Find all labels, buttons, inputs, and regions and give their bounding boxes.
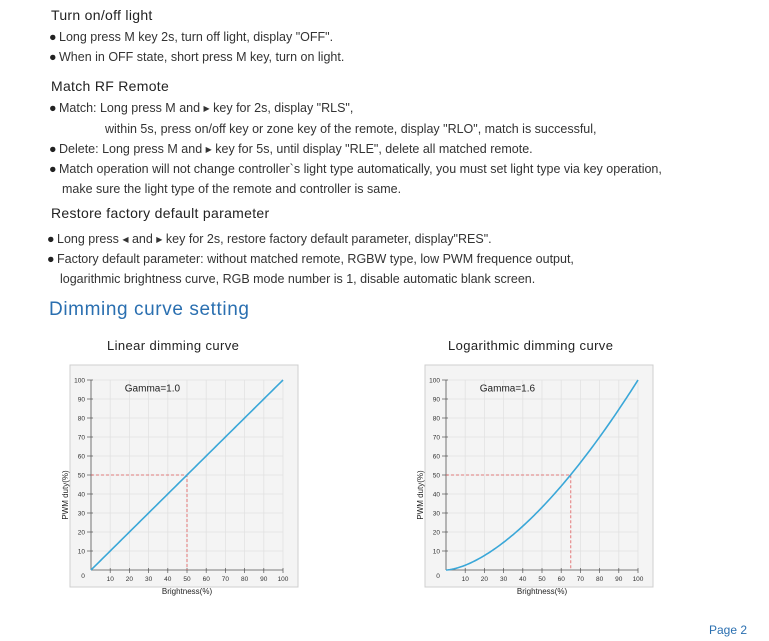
list-item: ● When in OFF state, short press M key, turn on light.	[49, 50, 345, 64]
x-tick-label: 10	[461, 576, 469, 583]
x-axis-label: Brightness(%)	[161, 587, 213, 596]
y-tick-label: 20	[432, 529, 440, 537]
section-title-dimming: Dimming curve setting	[49, 299, 250, 320]
bullet-icon: ●	[49, 101, 57, 115]
list-item-continuation: within 5s, press on/off key or zone key of the remote, display "RLO", match is successful,	[105, 122, 597, 136]
page-number: Page 2	[709, 623, 748, 637]
y-tick-label: 70	[432, 434, 440, 442]
list-item: ● Match: Long press M and ▶ key for 2s, display "RLS",	[49, 101, 354, 115]
list-item-continuation: logarithmic brightness curve, RGB mode number is 1, disable automatic blank screen.	[60, 272, 536, 286]
y-tick-label: 30	[432, 510, 440, 518]
right-triangle-icon: ▶	[156, 235, 163, 244]
list-item: ● Long press ◀ and ▶ key for 2s, restore factory default parameter, display"RES".	[47, 232, 492, 246]
x-tick-label: 40	[164, 576, 172, 583]
origin-label: 0	[436, 573, 440, 580]
x-tick-label: 50	[538, 576, 546, 583]
y-tick-label: 100	[429, 377, 440, 385]
x-tick-label: 30	[144, 576, 153, 583]
logarithmic-dimming-chart	[415, 360, 665, 605]
bullet-icon: ●	[49, 50, 57, 64]
list-item-continuation: make sure the light type of the remote and controller is same.	[62, 182, 402, 196]
y-tick-label: 20	[77, 529, 85, 537]
right-triangle-icon: ▶	[203, 104, 210, 113]
y-tick-label: 50	[77, 472, 85, 480]
gamma-annotation: Gamma=1.0	[124, 383, 181, 395]
x-tick-label: 80	[240, 576, 249, 583]
x-tick-label: 70	[576, 576, 585, 583]
y-tick-label: 10	[432, 548, 440, 556]
x-tick-label: 40	[519, 576, 527, 583]
bullet-icon: ●	[49, 30, 57, 44]
y-tick-label: 90	[77, 396, 85, 404]
x-tick-label: 90	[615, 576, 623, 583]
list-item: ● Match operation will not change controller`s light type automatically, you must set light type via key operation,	[49, 162, 662, 176]
x-tick-label: 20	[480, 576, 489, 583]
heading-match-rf-remote: Match RF Remote	[51, 78, 170, 94]
x-tick-label: 10	[106, 576, 114, 583]
bullet-icon: ●	[47, 232, 55, 246]
bullet-icon: ●	[49, 142, 57, 156]
heading-turn-on-off: Turn on/off light	[51, 7, 153, 23]
chart-title-logarithmic: Logarithmic dimming curve	[448, 338, 614, 353]
y-tick-label: 40	[432, 491, 440, 499]
y-tick-label: 100	[74, 377, 85, 385]
x-tick-label: 70	[221, 576, 230, 583]
linear-dimming-chart	[60, 360, 310, 605]
x-tick-label: 30	[499, 576, 508, 583]
x-tick-label: 60	[202, 576, 210, 583]
list-item: ● Factory default parameter: without matched remote, RGBW type, low PWM frequence output,	[47, 252, 574, 266]
y-tick-label: 90	[432, 396, 440, 404]
y-axis-label: PWM duty(%)	[416, 470, 425, 520]
y-tick-label: 60	[77, 453, 85, 461]
bullet-icon: ●	[49, 162, 57, 176]
y-tick-label: 30	[77, 510, 85, 518]
x-tick-label: 90	[260, 576, 268, 583]
y-tick-label: 80	[432, 415, 440, 423]
x-axis-label: Brightness(%)	[516, 587, 568, 596]
y-tick-label: 10	[77, 548, 85, 556]
x-tick-label: 100	[277, 576, 289, 583]
x-tick-label: 50	[183, 576, 191, 583]
y-tick-label: 40	[77, 491, 85, 499]
gamma-annotation: Gamma=1.6	[479, 383, 536, 395]
y-tick-label: 70	[77, 434, 85, 442]
bullet-icon: ●	[47, 252, 55, 266]
heading-restore-factory: Restore factory default parameter	[51, 205, 270, 221]
chart-title-linear: Linear dimming curve	[107, 338, 240, 353]
y-tick-label: 80	[77, 415, 85, 423]
x-tick-label: 60	[557, 576, 565, 583]
x-tick-label: 20	[125, 576, 134, 583]
right-triangle-icon: ▶	[205, 145, 212, 154]
x-tick-label: 80	[595, 576, 604, 583]
list-item: ● Long press M key 2s, turn off light, display "OFF".	[49, 30, 334, 44]
x-tick-label: 100	[632, 576, 644, 583]
list-item: ● Delete: Long press M and ▶ key for 5s, until display "RLE", delete all matched remote.	[49, 142, 533, 156]
y-tick-label: 50	[432, 472, 440, 480]
y-axis-label: PWM duty(%)	[61, 470, 70, 520]
origin-label: 0	[81, 573, 85, 580]
y-tick-label: 60	[432, 453, 440, 461]
left-triangle-icon: ◀	[122, 235, 129, 244]
